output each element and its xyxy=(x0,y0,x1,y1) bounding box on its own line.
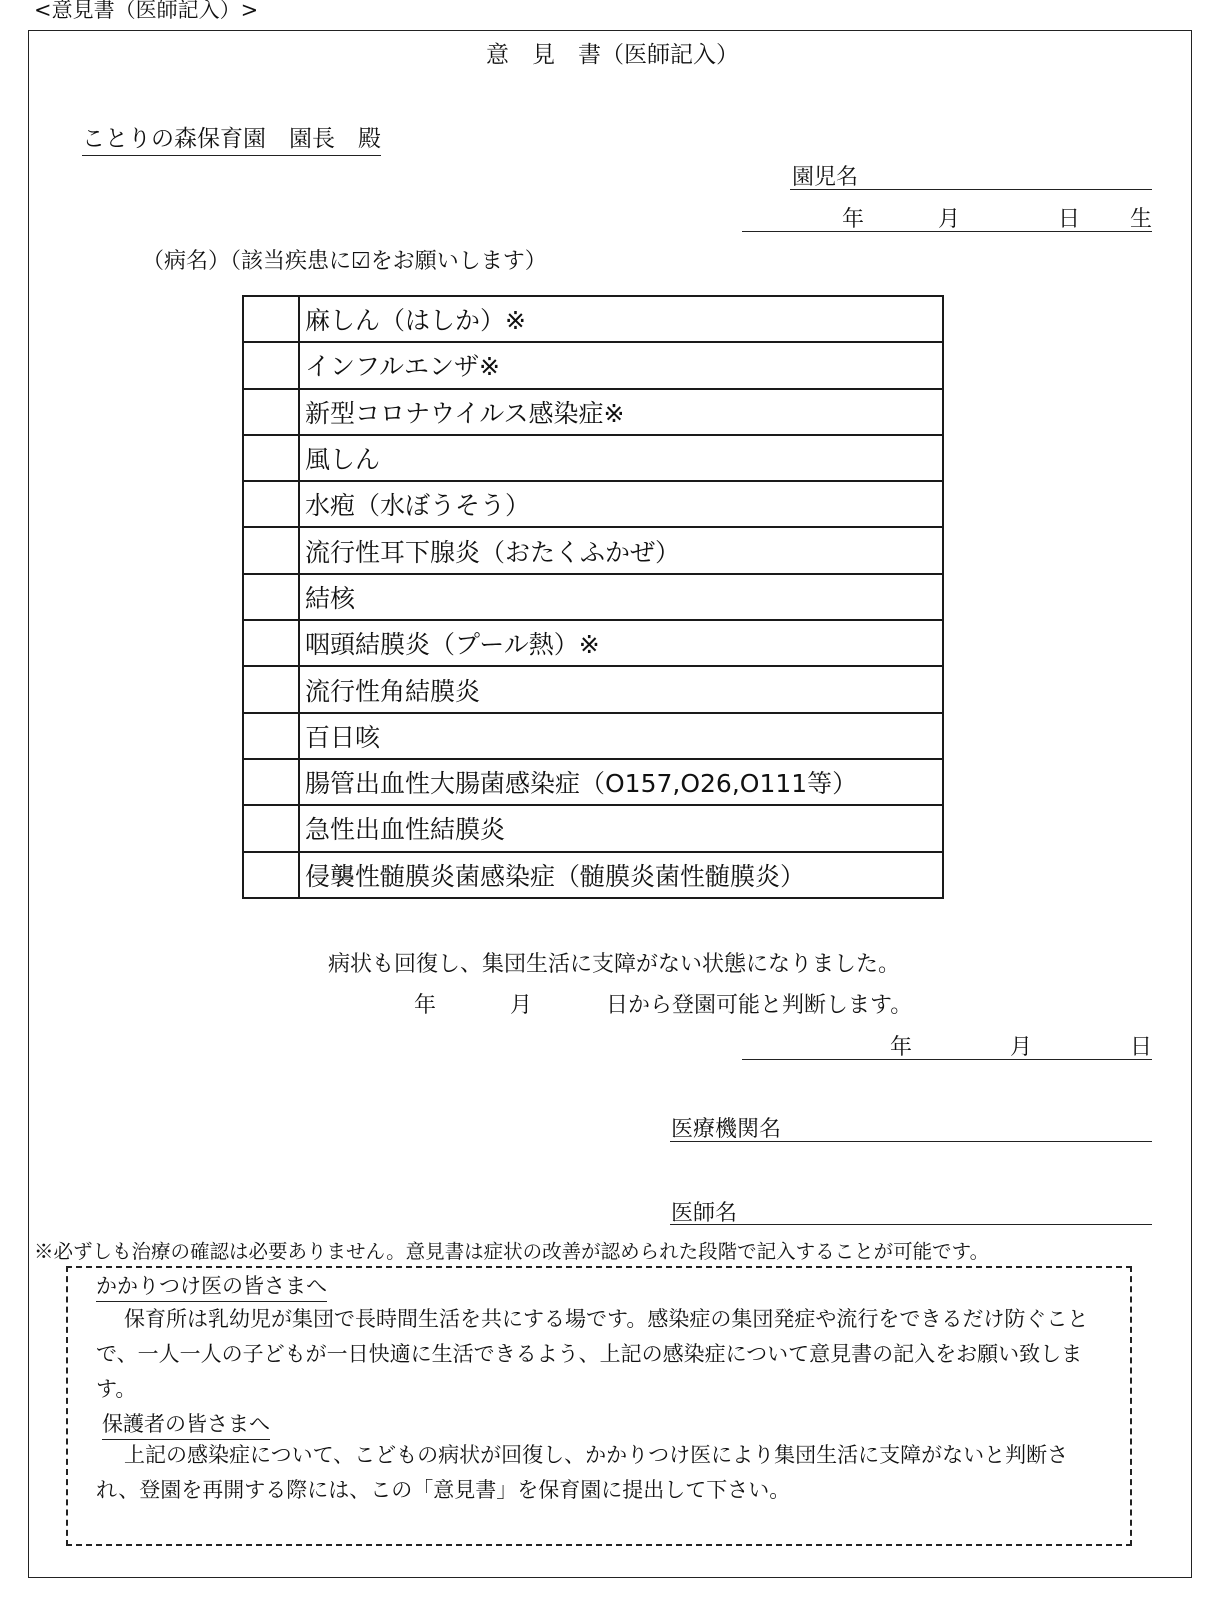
recovery-statement: 病状も回復し、集団生活に支障がない状態になりました。 xyxy=(328,952,901,977)
disease-checkbox[interactable] xyxy=(243,481,299,527)
disease-checkbox[interactable] xyxy=(243,527,299,573)
attendance-month-label: 月 xyxy=(510,993,533,1018)
issue-day-label: 日 xyxy=(1130,1035,1153,1060)
disease-name: 流行性角結膜炎 xyxy=(299,666,943,712)
disease-row xyxy=(243,574,943,620)
disease-row xyxy=(243,805,943,851)
disease-row xyxy=(243,666,943,712)
disease-name: 腸管出血性大腸菌感染症（O157,O26,O111等） xyxy=(299,759,943,805)
disease-checkbox[interactable] xyxy=(243,759,299,805)
disease-checkbox[interactable] xyxy=(243,713,299,759)
to-guardians-text: 上記の感染症について、こどもの病状が回復し、かかりつけ医により集団生活に支障がないと判断され、登園を再開する際には、この「意見書」を保育園に提出して下さい。 xyxy=(96,1443,1069,1502)
issue-date-field[interactable] xyxy=(742,1059,1152,1060)
doctor-name-field[interactable] xyxy=(670,1224,1152,1225)
disease-name: 侵襲性髄膜炎菌感染症（髄膜炎菌性髄膜炎） xyxy=(299,852,943,898)
disease-checkbox[interactable] xyxy=(243,852,299,898)
disease-name: 新型コロナウイルス感染症※ xyxy=(299,389,943,435)
birth-month-label: 月 xyxy=(938,207,961,232)
disease-checkbox[interactable] xyxy=(243,389,299,435)
disease-checkbox[interactable] xyxy=(243,805,299,851)
birth-date-field[interactable] xyxy=(742,231,1152,232)
footnote: ※必ずしも治療の確認は必要ありません。意見書は症状の改善が認められた段階で記入することが可能です。 xyxy=(34,1240,990,1263)
issue-year-label: 年 xyxy=(890,1035,913,1060)
birth-year-label: 年 xyxy=(842,207,865,232)
disease-row xyxy=(243,435,943,481)
document-caption: <意見書（医師記入）> xyxy=(34,0,259,22)
disease-checkbox[interactable] xyxy=(243,574,299,620)
disease-row xyxy=(243,620,943,666)
disease-table xyxy=(242,295,944,899)
disease-row xyxy=(243,296,943,342)
to-doctors-text: 保育所は乳幼児が集団で長時間生活を共にする場です。感染症の集団発症や流行をできるだけ防ぐことで、一人一人の子どもが一日快適に生活できるよう、上記の感染症について意見書の記入をお願い致します。 xyxy=(96,1307,1089,1401)
form-title: 意 見 書（医師記入） xyxy=(486,42,739,68)
disease-checkbox[interactable] xyxy=(243,342,299,388)
disease-row xyxy=(243,481,943,527)
birth-suffix-label: 生 xyxy=(1130,207,1153,232)
disease-row xyxy=(243,759,943,805)
attendance-statement: 日から登園可能と判断します。 xyxy=(606,993,913,1018)
child-name-field[interactable] xyxy=(790,189,1152,190)
issue-month-label: 月 xyxy=(1010,1035,1033,1060)
disease-name: 急性出血性結膜炎 xyxy=(299,805,943,851)
to-guardians-heading: 保護者の皆さまへ xyxy=(102,1408,270,1440)
disease-name: 結核 xyxy=(299,574,943,620)
disease-name: 風しん xyxy=(299,435,943,481)
disease-name: インフルエンザ※ xyxy=(299,342,943,388)
disease-checkbox[interactable] xyxy=(243,435,299,481)
disease-row xyxy=(243,713,943,759)
disease-row xyxy=(243,342,943,388)
disease-name: 麻しん（はしか）※ xyxy=(299,296,943,342)
disease-row xyxy=(243,389,943,435)
to-doctors-heading: かかりつけ医の皆さまへ xyxy=(96,1270,327,1302)
addressee: ことりの森保育園 園長 殿 xyxy=(82,120,381,156)
disease-name: 咽頭結膜炎（プール熱）※ xyxy=(299,620,943,666)
disease-name: 百日咳 xyxy=(299,713,943,759)
attendance-year-label: 年 xyxy=(414,993,437,1018)
disease-instruction: （病名）（該当疾患に☑をお願いします） xyxy=(142,249,547,274)
disease-name: 水疱（水ぼうそう） xyxy=(299,481,943,527)
disease-checkbox[interactable] xyxy=(243,666,299,712)
birth-day-label: 日 xyxy=(1058,207,1081,232)
institution-label: 医療機関名 xyxy=(671,1117,782,1142)
disease-checkbox[interactable] xyxy=(243,620,299,666)
child-name-label: 園児名 xyxy=(792,165,859,190)
disease-row xyxy=(243,527,943,573)
disease-row xyxy=(243,852,943,898)
disease-name: 流行性耳下腺炎（おたくふかぜ） xyxy=(299,527,943,573)
disease-checkbox[interactable] xyxy=(243,296,299,342)
institution-field[interactable] xyxy=(670,1141,1152,1142)
doctor-label: 医師名 xyxy=(671,1201,738,1226)
